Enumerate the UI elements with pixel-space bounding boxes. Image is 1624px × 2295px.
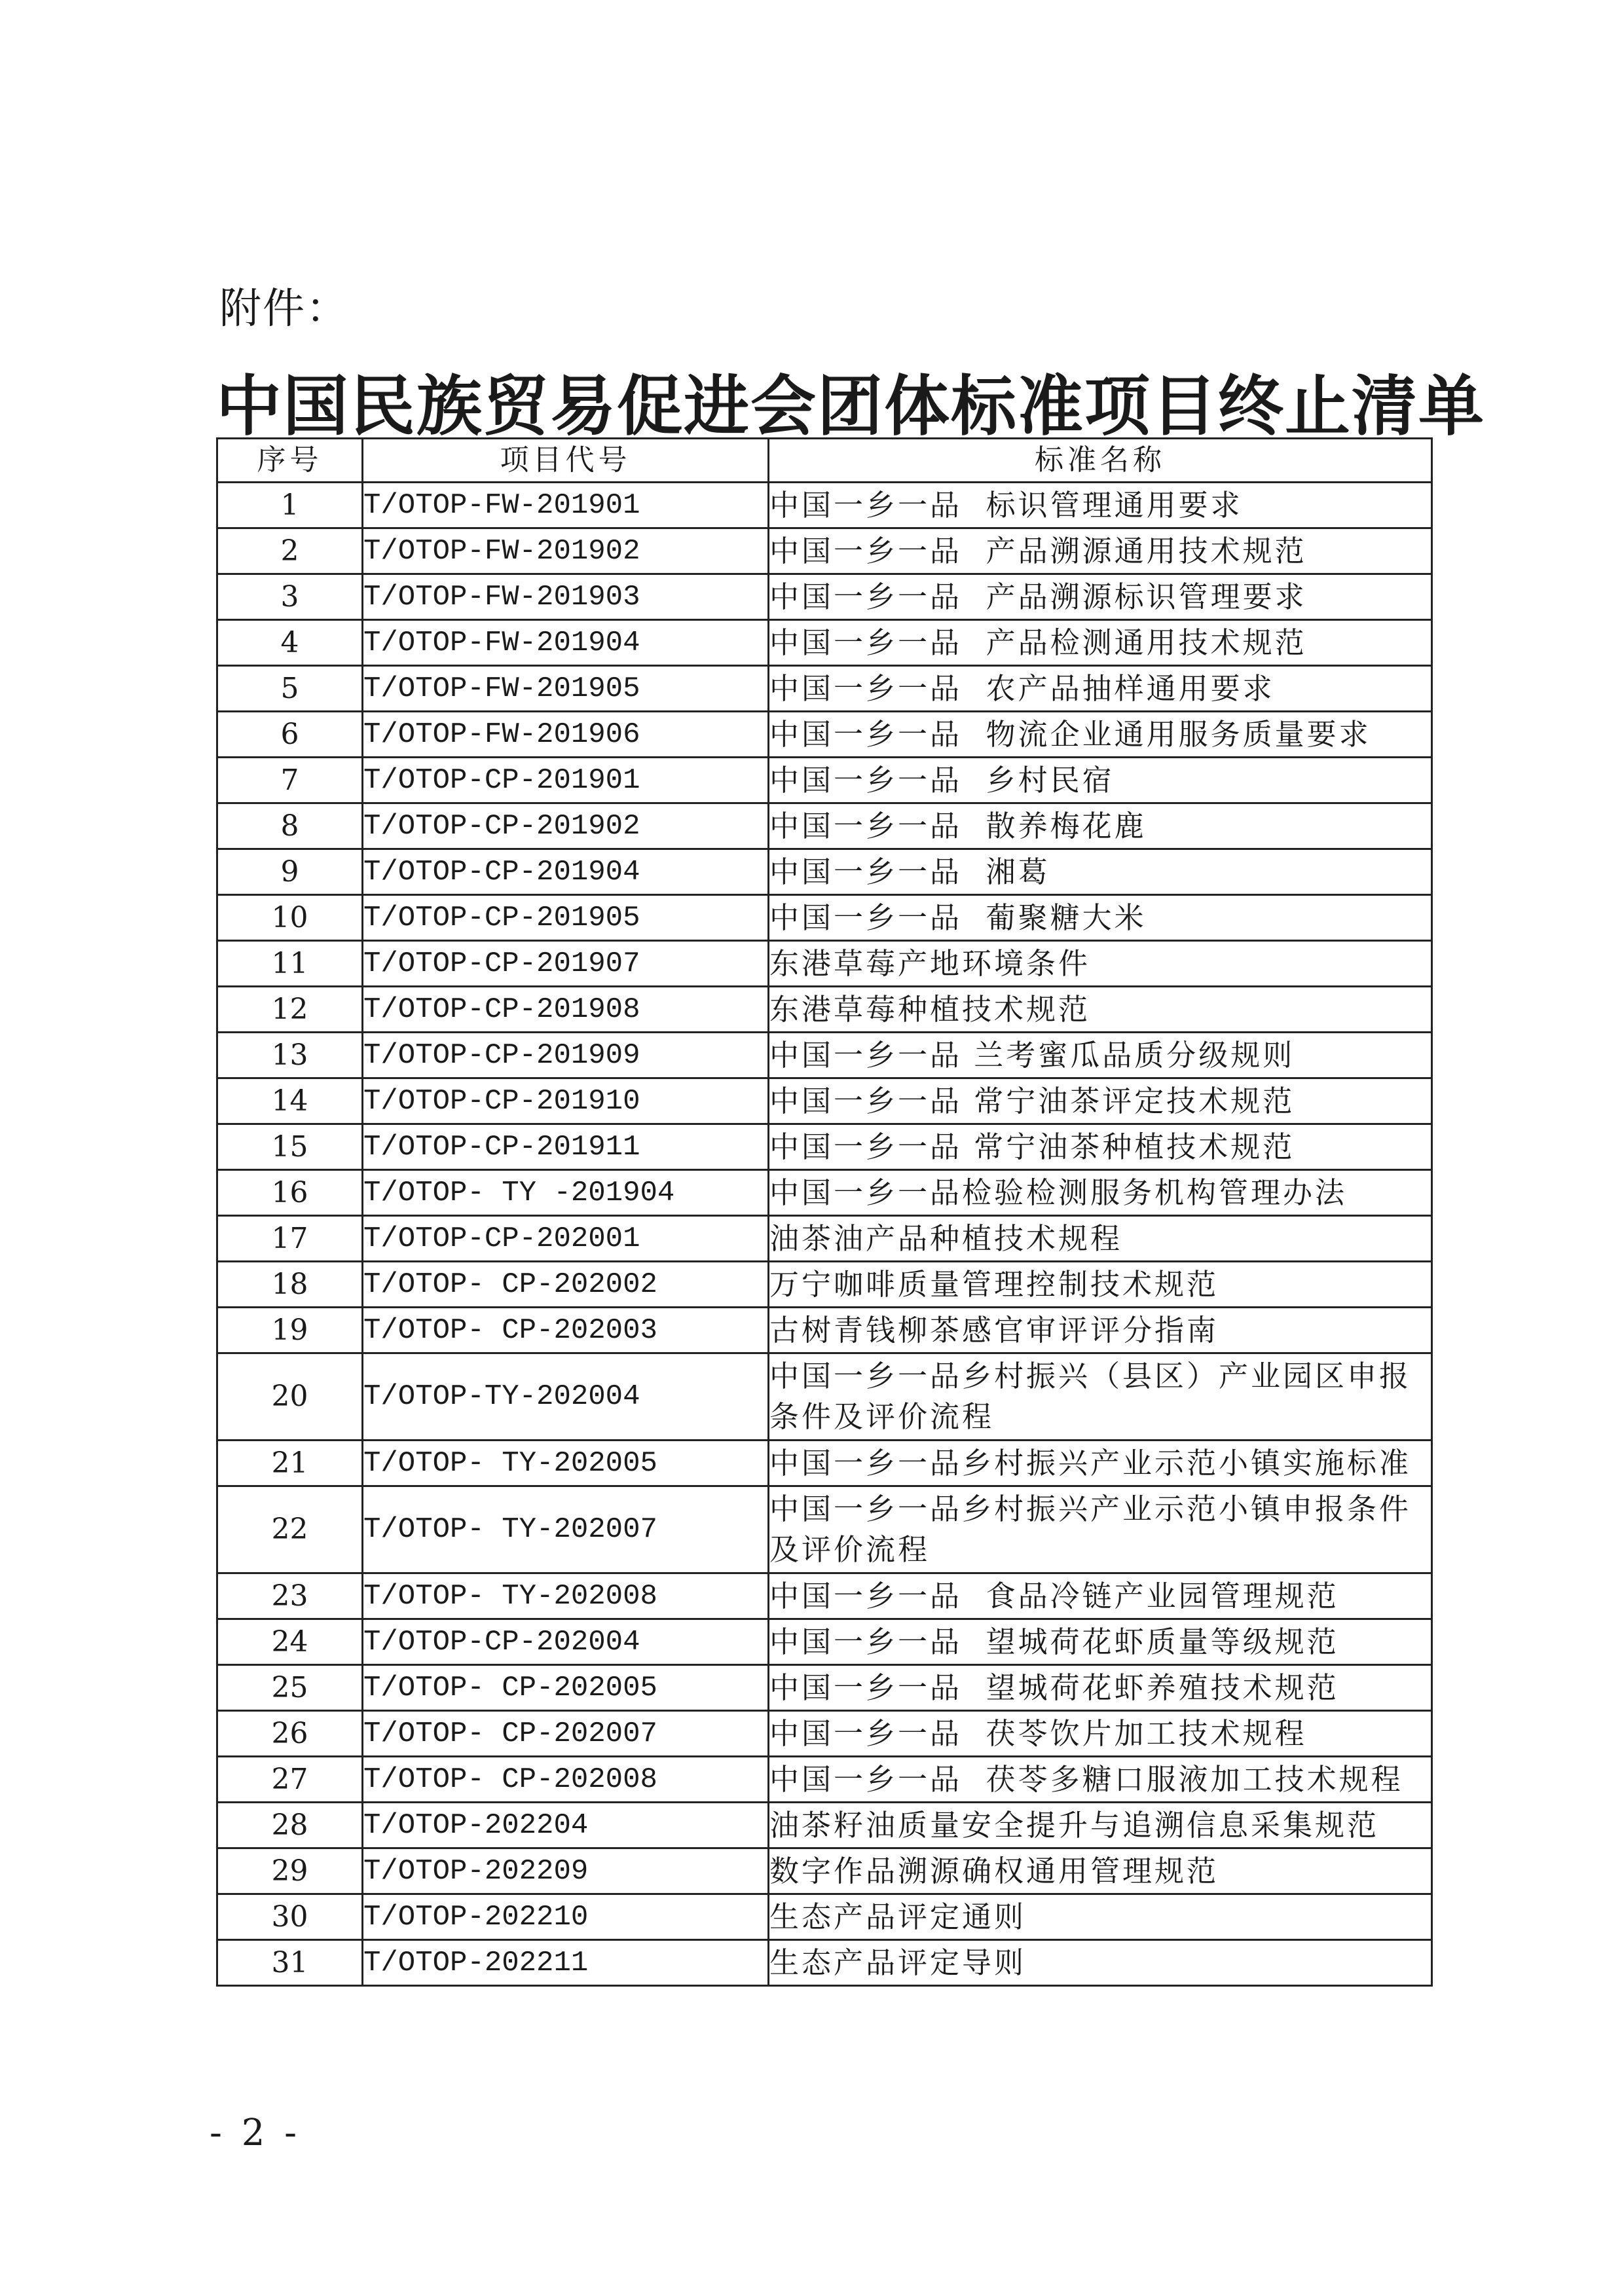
project-code: T/OTOP- TY-202007 <box>363 1486 769 1573</box>
table-row <box>217 1353 1432 1441</box>
table-row <box>217 758 1432 803</box>
table-row <box>217 1803 1432 1848</box>
standard-name: 东港草莓产地环境条件 <box>769 941 1432 987</box>
row-number: 23 <box>217 1573 363 1619</box>
project-code: T/OTOP- CP-202002 <box>363 1262 769 1308</box>
row-number: 7 <box>217 758 363 803</box>
row-number: 25 <box>217 1665 363 1711</box>
standard-name: 中国一乡一品 茯苓饮片加工技术规程 <box>769 1711 1432 1757</box>
terminated-standards-table <box>216 437 1433 1987</box>
row-number: 10 <box>217 895 363 941</box>
standard-name: 数字作品溯源确权通用管理规范 <box>769 1848 1432 1894</box>
standard-name: 中国一乡一品乡村振兴产业示范小镇申报条件及评价流程 <box>769 1486 1432 1573</box>
standard-name: 生态产品评定通则 <box>769 1894 1432 1940</box>
standard-name: 中国一乡一品 标识管理通用要求 <box>769 483 1432 528</box>
row-number: 13 <box>217 1033 363 1078</box>
project-code: T/OTOP-202204 <box>363 1803 769 1848</box>
standard-name: 中国一乡一品 葡聚糖大米 <box>769 895 1432 941</box>
project-code: T/OTOP-202210 <box>363 1894 769 1940</box>
standard-name: 中国一乡一品 产品检测通用技术规范 <box>769 620 1432 666</box>
column-header-code: 项目代号 <box>363 439 769 483</box>
row-number: 15 <box>217 1124 363 1170</box>
standard-name: 生态产品评定导则 <box>769 1940 1432 1986</box>
table-row <box>217 1078 1432 1124</box>
project-code: T/OTOP- CP-202003 <box>363 1308 769 1353</box>
table-row <box>217 849 1432 895</box>
column-header-name: 标准名称 <box>769 439 1432 483</box>
row-number: 4 <box>217 620 363 666</box>
table-row <box>217 712 1432 758</box>
project-code: T/OTOP-CP-202001 <box>363 1216 769 1262</box>
row-number: 18 <box>217 1262 363 1308</box>
table-row <box>217 1894 1432 1940</box>
project-code: T/OTOP- TY-202005 <box>363 1441 769 1486</box>
row-number: 5 <box>217 666 363 712</box>
table-row <box>217 1573 1432 1619</box>
project-code: T/OTOP-CP-201910 <box>363 1078 769 1124</box>
table-row <box>217 1441 1432 1486</box>
standard-name: 中国一乡一品乡村振兴（县区）产业园区申报条件及评价流程 <box>769 1353 1432 1441</box>
project-code: T/OTOP-202211 <box>363 1940 769 1986</box>
row-number: 30 <box>217 1894 363 1940</box>
row-number: 9 <box>217 849 363 895</box>
standard-name: 中国一乡一品 望城荷花虾养殖技术规范 <box>769 1665 1432 1711</box>
table-row <box>217 666 1432 712</box>
project-code: T/OTOP- CP-202007 <box>363 1711 769 1757</box>
project-code: T/OTOP- TY-202008 <box>363 1573 769 1619</box>
project-code: T/OTOP-FW-201906 <box>363 712 769 758</box>
table-row <box>217 1711 1432 1757</box>
project-code: T/OTOP-CP-201901 <box>363 758 769 803</box>
project-code: T/OTOP- TY -201904 <box>363 1170 769 1216</box>
row-number: 14 <box>217 1078 363 1124</box>
standard-name: 中国一乡一品 茯苓多糖口服液加工技术规程 <box>769 1757 1432 1803</box>
row-number: 2 <box>217 528 363 574</box>
project-code: T/OTOP-CP-201907 <box>363 941 769 987</box>
row-number: 12 <box>217 987 363 1033</box>
project-code: T/OTOP-CP-201902 <box>363 803 769 849</box>
project-code: T/OTOP-CP-201904 <box>363 849 769 895</box>
table-row <box>217 1940 1432 1986</box>
standard-name: 中国一乡一品 湘葛 <box>769 849 1432 895</box>
table-row <box>217 574 1432 620</box>
row-number: 1 <box>217 483 363 528</box>
project-code: T/OTOP-FW-201904 <box>363 620 769 666</box>
row-number: 31 <box>217 1940 363 1986</box>
row-number: 22 <box>217 1486 363 1573</box>
row-number: 26 <box>217 1711 363 1757</box>
row-number: 11 <box>217 941 363 987</box>
table-row <box>217 1124 1432 1170</box>
standard-name: 中国一乡一品 农产品抽样通用要求 <box>769 666 1432 712</box>
standard-name: 中国一乡一品 产品溯源通用技术规范 <box>769 528 1432 574</box>
standard-name: 油茶油产品种植技术规程 <box>769 1216 1432 1262</box>
project-code: T/OTOP-CP-201911 <box>363 1124 769 1170</box>
table-row <box>217 941 1432 987</box>
column-header-no: 序号 <box>217 439 363 483</box>
table-row <box>217 1216 1432 1262</box>
standard-name: 万宁咖啡质量管理控制技术规范 <box>769 1262 1432 1308</box>
document-title: 中国民族贸易促进会团体标准项目终止清单 <box>216 367 1485 445</box>
project-code: T/OTOP-FW-201905 <box>363 666 769 712</box>
project-code: T/OTOP-CP-202004 <box>363 1619 769 1665</box>
row-number: 28 <box>217 1803 363 1848</box>
row-number: 20 <box>217 1353 363 1441</box>
page-number: - 2 - <box>210 2112 301 2154</box>
project-code: T/OTOP-CP-201908 <box>363 987 769 1033</box>
standard-name: 中国一乡一品乡村振兴产业示范小镇实施标准 <box>769 1441 1432 1486</box>
standard-name: 中国一乡一品 常宁油茶评定技术规范 <box>769 1078 1432 1124</box>
table-row <box>217 1308 1432 1353</box>
row-number: 8 <box>217 803 363 849</box>
row-number: 6 <box>217 712 363 758</box>
attachment-label: 附件： <box>219 285 349 333</box>
table-row <box>217 803 1432 849</box>
row-number: 27 <box>217 1757 363 1803</box>
table-row <box>217 1262 1432 1308</box>
project-code: T/OTOP-FW-201903 <box>363 574 769 620</box>
table-row <box>217 1170 1432 1216</box>
table-row <box>217 1486 1432 1573</box>
standard-name: 东港草莓种植技术规范 <box>769 987 1432 1033</box>
standard-name: 中国一乡一品 物流企业通用服务质量要求 <box>769 712 1432 758</box>
table-row <box>217 1757 1432 1803</box>
table-row <box>217 1033 1432 1078</box>
project-code: T/OTOP-CP-201909 <box>363 1033 769 1078</box>
standard-name: 中国一乡一品 常宁油茶种植技术规范 <box>769 1124 1432 1170</box>
project-code: T/OTOP-TY-202004 <box>363 1353 769 1441</box>
standard-name: 中国一乡一品 食品冷链产业园管理规范 <box>769 1573 1432 1619</box>
table-row <box>217 1665 1432 1711</box>
standard-name: 中国一乡一品 散养梅花鹿 <box>769 803 1432 849</box>
row-number: 17 <box>217 1216 363 1262</box>
standard-name: 古树青钱柳茶感官审评评分指南 <box>769 1308 1432 1353</box>
project-code: T/OTOP-FW-201902 <box>363 528 769 574</box>
project-code: T/OTOP-CP-201905 <box>363 895 769 941</box>
row-number: 3 <box>217 574 363 620</box>
standard-name: 中国一乡一品 望城荷花虾质量等级规范 <box>769 1619 1432 1665</box>
table-row <box>217 1848 1432 1894</box>
project-code: T/OTOP-FW-201901 <box>363 483 769 528</box>
table-row <box>217 620 1432 666</box>
standard-name: 中国一乡一品 兰考蜜瓜品质分级规则 <box>769 1033 1432 1078</box>
table-row <box>217 528 1432 574</box>
project-code: T/OTOP-202209 <box>363 1848 769 1894</box>
table-row <box>217 987 1432 1033</box>
standard-name: 中国一乡一品检验检测服务机构管理办法 <box>769 1170 1432 1216</box>
project-code: T/OTOP- CP-202005 <box>363 1665 769 1711</box>
row-number: 29 <box>217 1848 363 1894</box>
table-header-row <box>217 439 1432 483</box>
row-number: 24 <box>217 1619 363 1665</box>
standard-name: 中国一乡一品 乡村民宿 <box>769 758 1432 803</box>
row-number: 16 <box>217 1170 363 1216</box>
row-number: 21 <box>217 1441 363 1486</box>
standard-name: 中国一乡一品 产品溯源标识管理要求 <box>769 574 1432 620</box>
row-number: 19 <box>217 1308 363 1353</box>
project-code: T/OTOP- CP-202008 <box>363 1757 769 1803</box>
table-row <box>217 895 1432 941</box>
table-row <box>217 1619 1432 1665</box>
standard-name: 油茶籽油质量安全提升与追溯信息采集规范 <box>769 1803 1432 1848</box>
table-row <box>217 483 1432 528</box>
